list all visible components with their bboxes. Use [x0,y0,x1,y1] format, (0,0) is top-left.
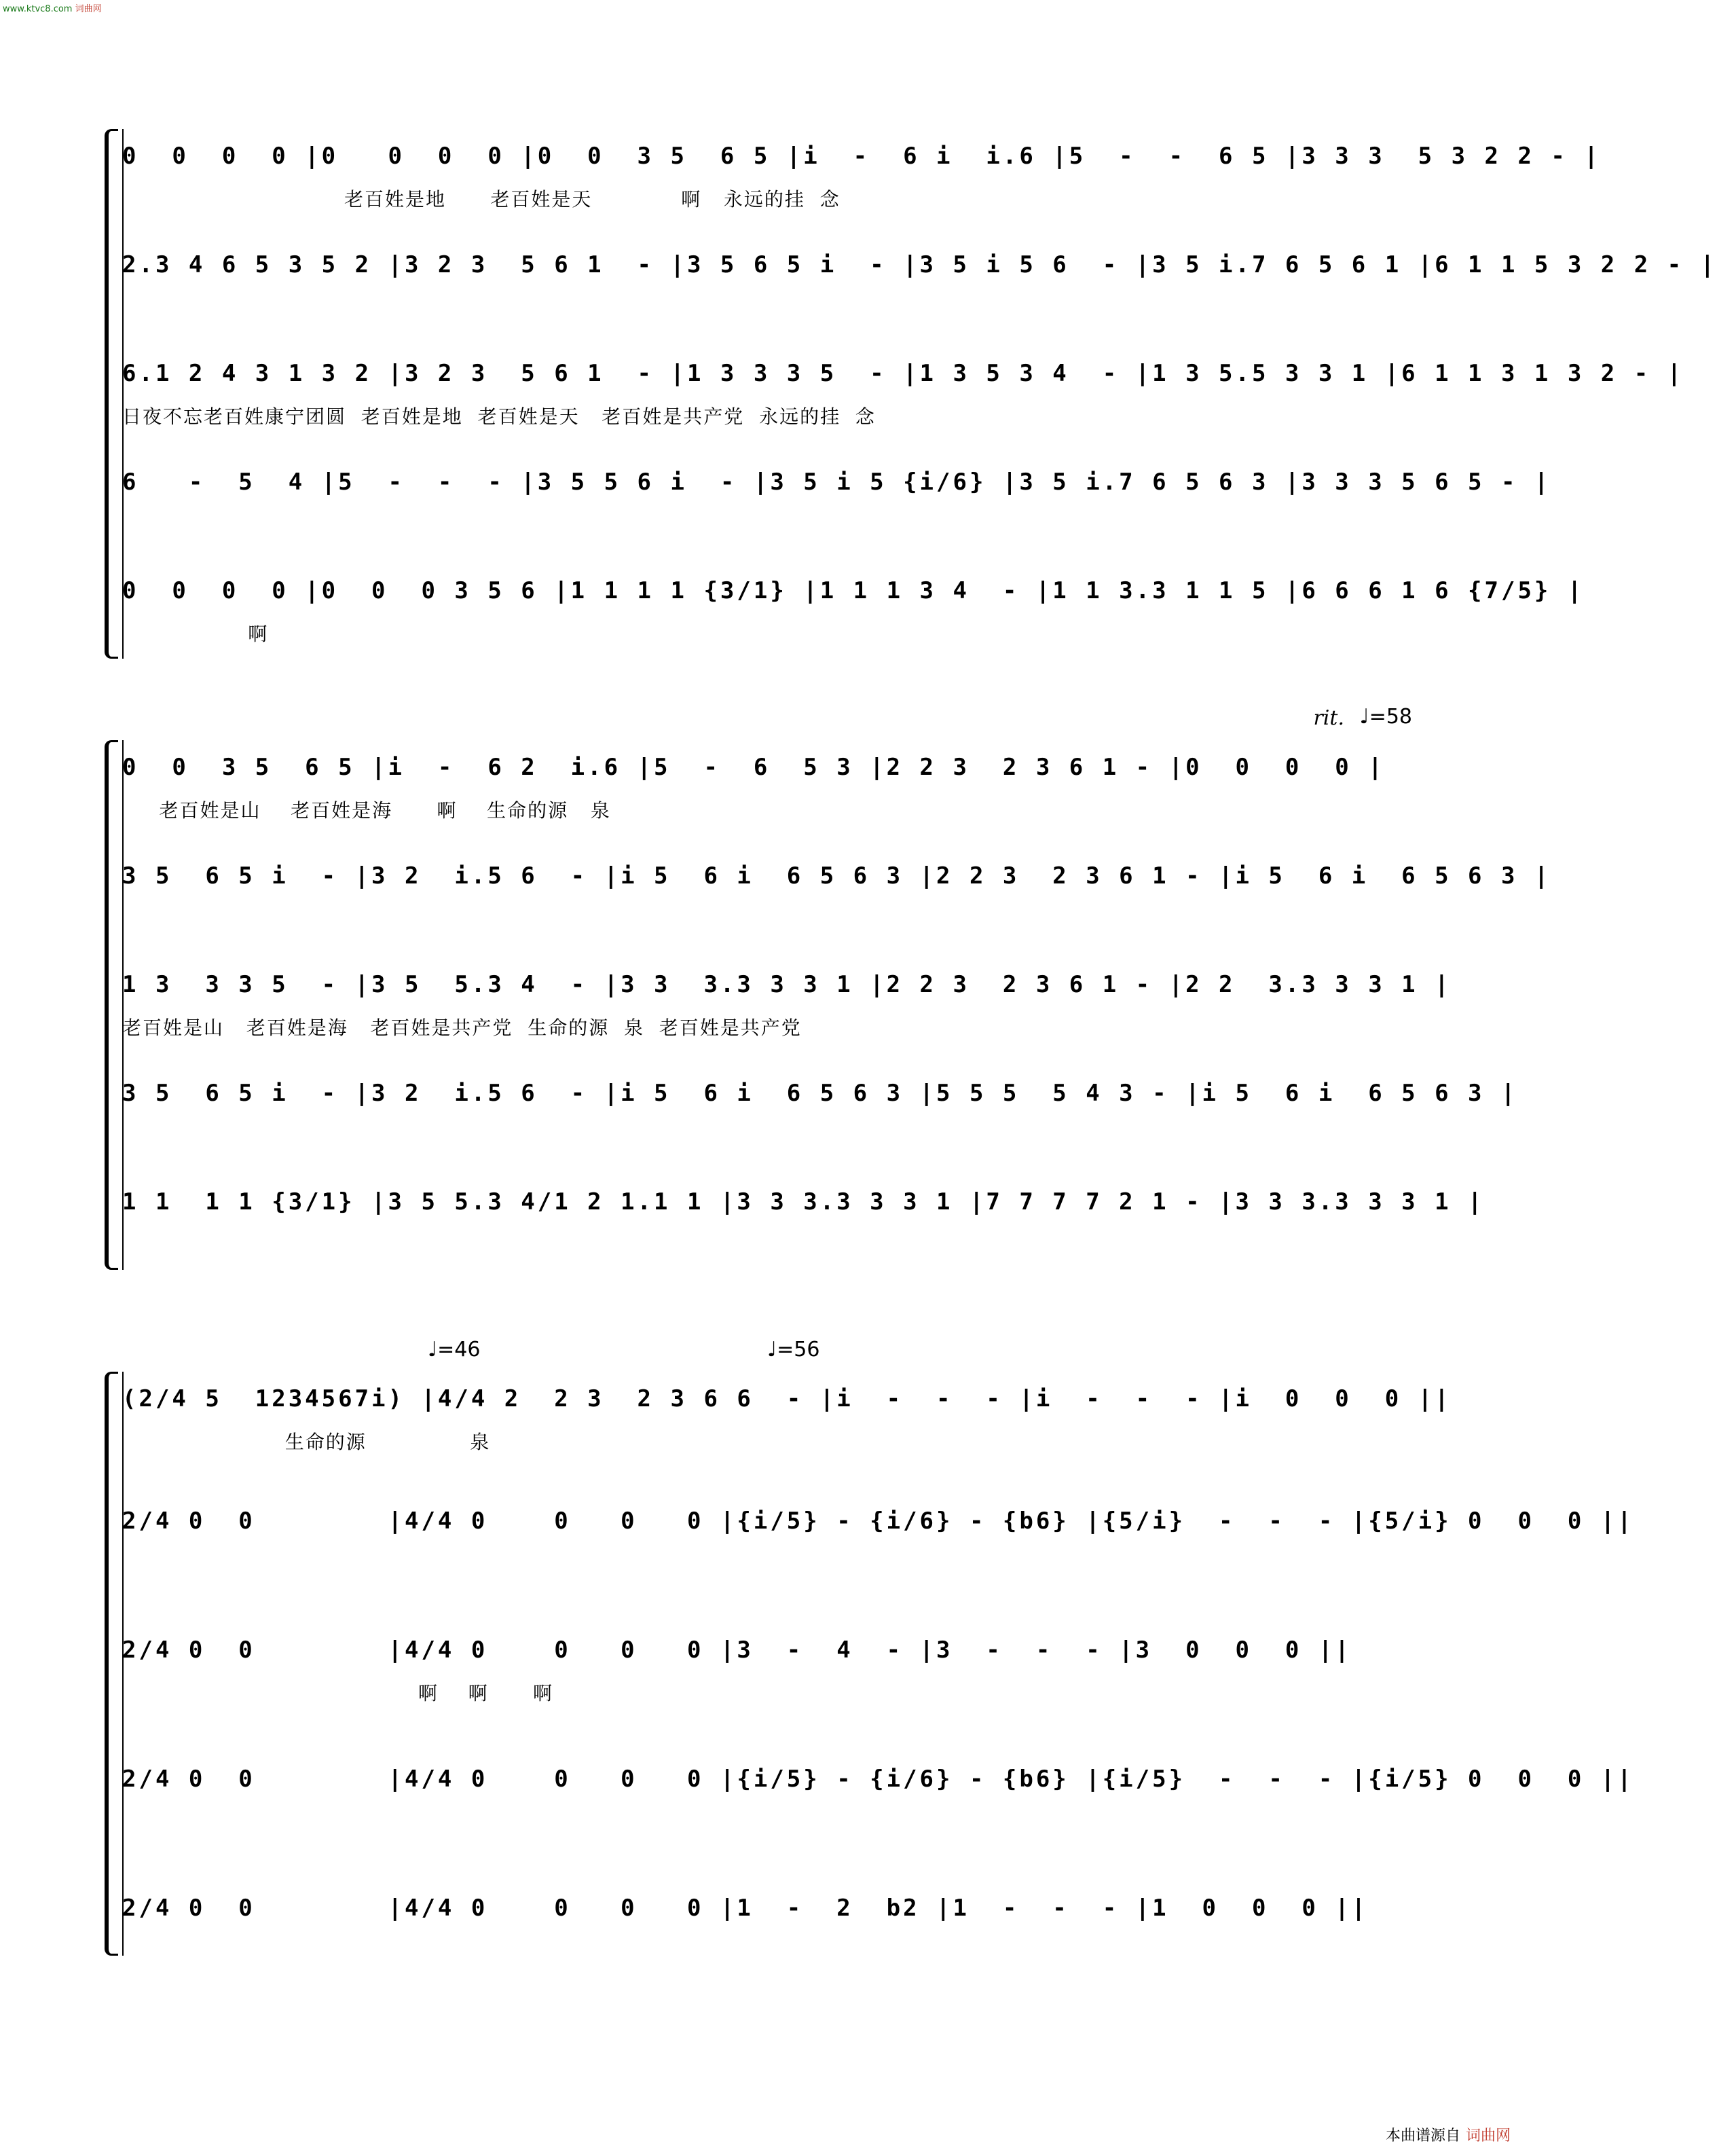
staff-lyrics: 老百姓是地 老百姓是天 啊 永远的挂 念 [122,188,841,211]
staff-line [122,1385,1452,1453]
staff-lyrics [122,905,1419,929]
staff-lyrics: 生命的源 泉 [122,1431,491,1453]
staff-lyrics: 啊 啊 啊 [122,1682,554,1704]
staff-notes: 3 5 6 5 i - |3 2 i.5 6 - |i 5 6 i 6 5 6 3 |5 5 5 5 4 3 - |i 5 6 i 6 5 6 3 | [122,1080,1518,1107]
staff-line [122,469,1551,509]
staff-line [122,1508,1634,1548]
staff-lyrics [122,1122,1419,1146]
staff-lyrics [122,511,1419,535]
staff-notes: 1 3 3 3 5 - |3 5 5.3 4 - |3 3 3.3 3 3 1 |2 2 3 2 3 6 1 - |2 2 3.3 3 3 1 | [122,971,1452,998]
staff-lyrics: 老百姓是山 老百姓是海 啊 生命的源 泉 [122,799,611,822]
staff-line [122,1895,1419,1935]
staff-notes: 3 5 6 5 i - |3 2 i.5 6 - |i 5 6 i 6 5 6 3 |2 2 3 2 3 6 1 - |i 5 6 i 6 5 6 3 | [122,862,1551,890]
staff-line [122,754,1419,822]
staff-lyrics [122,1808,1419,1832]
staff-line [122,1637,1419,1704]
tempo-mark: ♩=46 [428,1338,481,1362]
staff-lyrics: 老百姓是山 老百姓是海 老百姓是共产党 生命的源 泉 老百姓是共产党 [122,1017,802,1039]
staff-notes: 6.1 2 4 3 1 3 2 |3 2 3 5 6 1 - |1 3 3 3 5 - |1 3 5 3 4 - |1 3 5.5 3 3 1 |6 1 1 3 1 3 2 - | [122,360,1684,387]
score-system-2 [102,705,1551,1270]
site-url-text: www.ktvc8.com [3,4,73,14]
staff-lyrics [122,1230,1419,1255]
staff-line [122,971,1452,1039]
score-system-1 [102,129,1717,659]
site-name: 词曲网 [75,4,102,14]
staff-notes: 6 - 5 4 |5 - - - |3 5 5 6 i - |3 5 i 5 {i/6} |3 5 i.7 6 5 6 3 |3 3 3 5 6 5 - | [122,469,1551,496]
staff-line [122,251,1717,292]
tempo-mark: ♩=58 [1359,705,1412,729]
staff-lyrics [122,1550,1419,1574]
site-url[interactable] [3,1,102,14]
staff-notes: 0 0 3 5 6 5 |i - 6 2 i.6 |5 - 6 5 3 |2 2 3 2 3 6 1 - |0 0 0 0 | [122,754,1385,781]
staff-lyrics: 啊 [122,623,269,645]
footer-source: 本曲谱源自 [1385,2127,1460,2144]
staff-notes: 2/4 0 0 |4/4 0 0 0 0 |3 - 4 - |3 - - - |3 0 0 0 || [122,1637,1352,1664]
system-brace [105,1372,118,1956]
ritardando-mark: rit. [1313,706,1344,730]
staff-notes: 2.3 4 6 5 3 5 2 |3 2 3 5 6 1 - |3 5 6 5 i - |3 5 i 5 6 - |3 5 i.7 6 5 6 1 |6 1 1 5 3 2 2 - | [122,251,1717,278]
footer-credit[interactable] [1386,2124,1511,2145]
staff-line [122,143,1601,211]
staff-lyrics [122,293,1419,318]
staff-line [122,577,1585,645]
staff-lyrics [122,1937,1419,1961]
staff-notes: 2/4 0 0 |4/4 0 0 0 0 |{i/5} - {i/6} - {b6} |{5/i} - - - |{5/i} 0 0 0 || [122,1508,1634,1535]
system-brace [105,740,118,1270]
staff-lyrics: 日夜不忘老百姓康宁团圆 老百姓是地 老百姓是天 老百姓是共产党 永远的挂 念 [122,405,876,428]
staff-notes: 2/4 0 0 |4/4 0 0 0 0 |{i/5} - {i/6} - {b6} |{i/5} - - - |{i/5} 0 0 0 || [122,1766,1634,1793]
staff-notes: 0 0 0 0 |0 0 0 0 |0 0 3 5 6 5 |i - 6 i i.6 |5 - - 6 5 |3 3 3 5 3 2 2 - | [122,143,1601,170]
staff-line [122,1766,1634,1806]
staff-line [122,1080,1518,1120]
staff-notes: 0 0 0 0 |0 0 0 3 5 6 |1 1 1 1 {3/1} |1 1 1 3 4 - |1 1 3.3 1 1 5 |6 6 6 1 6 {7/5} | [122,577,1585,604]
staff-notes: (2/4 5 1234567i) |4/4 2 2 3 2 3 6 6 - |i - - - |i - - - |i 0 0 0 || [122,1385,1452,1412]
staff-notes: 1 1 1 1 {3/1} |3 5 5.3 4/1 2 1.1 1 |3 3 3.3 3 3 1 |7 7 7 7 2 1 - |3 3 3.3 3 3 1 | [122,1188,1485,1216]
staff-notes: 2/4 0 0 |4/4 0 0 0 0 |1 - 2 b2 |1 - - - |1 0 0 0 || [122,1895,1369,1922]
staff-line [122,1188,1485,1229]
score-system-3 [102,1338,1634,1956]
system-brace [105,129,118,659]
staff-line [122,360,1684,428]
staff-line [122,862,1551,903]
footer-brand: 词曲网 [1465,2127,1511,2144]
tempo-mark: ♩=56 [767,1338,820,1362]
